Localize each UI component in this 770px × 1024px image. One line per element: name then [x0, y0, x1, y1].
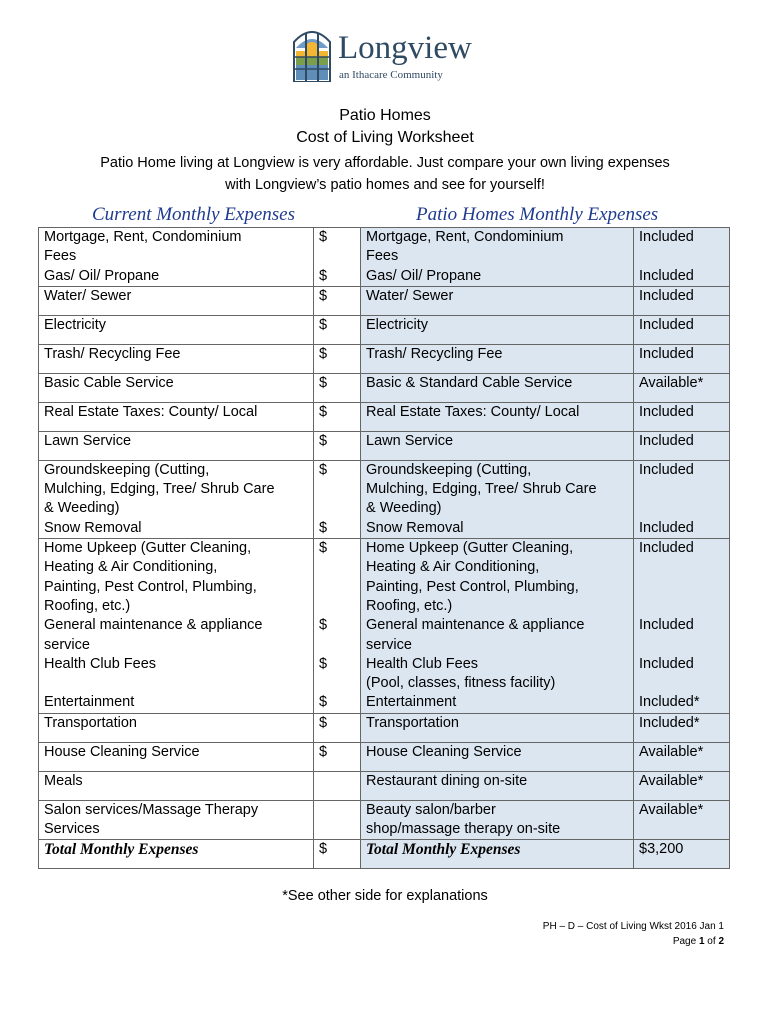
- current-expense-cell: [39, 228, 314, 287]
- expense-table: [38, 227, 730, 869]
- table-row: [39, 431, 730, 460]
- cell-line: Basic & Standard Cable Service: [366, 374, 573, 391]
- current-amount-cell[interactable]: [314, 713, 361, 742]
- window-logo-icon: [292, 24, 332, 82]
- patio-expense-cell: [361, 315, 634, 344]
- current-expense-cell: [39, 373, 314, 402]
- cell-line: Entertainment: [366, 694, 457, 711]
- cell-line: House Cleaning Service: [366, 743, 522, 760]
- cell-line: $: [319, 374, 328, 391]
- patio-status-cell: [634, 800, 730, 840]
- patio-status-cell: [634, 402, 730, 431]
- cell-line: $: [319, 519, 328, 536]
- patio-expense-cell: [361, 460, 634, 538]
- cell-line: service: [44, 636, 90, 653]
- cell-line: [319, 597, 355, 616]
- cell-line: Included: [639, 229, 694, 245]
- current-expense-cell: [39, 286, 314, 315]
- current-expense-cell: [39, 315, 314, 344]
- intro-line-1: Patio Home living at Longview is very affordable. Just compare your own living expenses: [100, 155, 670, 171]
- cell-line: Mulching, Edging, Tree/ Shrub Care: [44, 481, 275, 498]
- cell-line: General maintenance & appliance: [366, 617, 585, 634]
- cell-line: Mortgage, Rent, Condominium: [366, 229, 564, 245]
- cell-line: [639, 636, 724, 655]
- cell-line: Painting, Pest Control, Plumbing,: [366, 578, 579, 595]
- current-expense-cell: [39, 742, 314, 771]
- cell-line: $: [319, 461, 328, 478]
- cell-line: Heating & Air Conditioning,: [44, 559, 218, 576]
- cell-line: $: [319, 287, 328, 304]
- cell-line: Heating & Air Conditioning,: [366, 559, 540, 576]
- patio-expense-cell: [361, 228, 634, 287]
- table-row: [39, 800, 730, 840]
- cell-line: $: [319, 345, 328, 362]
- longview-logo: [292, 24, 482, 86]
- cell-line: [639, 480, 724, 499]
- patio-status-cell: [634, 344, 730, 373]
- page-current: 1: [698, 936, 705, 947]
- patio-expense-cell: [361, 344, 634, 373]
- cell-line: [319, 558, 355, 577]
- cell-line: $: [319, 403, 328, 420]
- table-row: [39, 344, 730, 373]
- current-amount-cell[interactable]: [314, 771, 361, 800]
- cell-line: shop/massage therapy on-site: [366, 821, 561, 838]
- table-row: [39, 402, 730, 431]
- expense-table-body: [39, 228, 730, 869]
- patio-status-cell: [634, 315, 730, 344]
- page-of: of: [704, 936, 719, 947]
- cell-line: [319, 772, 355, 791]
- cell-line: [639, 597, 724, 616]
- cell-line: Home Upkeep (Gutter Cleaning,: [44, 540, 252, 557]
- cell-line: Meals: [44, 772, 83, 789]
- cell-line: Painting, Pest Control, Plumbing,: [44, 578, 257, 595]
- cell-line: Included: [639, 345, 694, 362]
- table-row: [39, 713, 730, 742]
- cell-line: $: [319, 714, 328, 731]
- cell-line: Water/ Sewer: [366, 287, 454, 304]
- current-amount-cell[interactable]: [314, 402, 361, 431]
- current-amount-cell[interactable]: [314, 800, 361, 840]
- cell-line: & Weeding): [366, 500, 442, 517]
- table-row: [39, 286, 730, 315]
- cell-line: Beauty salon/barber: [366, 801, 496, 818]
- patio-status-cell: [634, 286, 730, 315]
- cell-line: Included: [639, 655, 694, 672]
- total-row: [39, 840, 730, 869]
- cell-line: & Weeding): [44, 500, 120, 517]
- patio-expense-cell: [361, 771, 634, 800]
- cell-line: Fees: [44, 248, 77, 265]
- patio-status-cell: [634, 742, 730, 771]
- cell-line: (Pool, classes, fitness facility): [366, 675, 556, 692]
- title-line-1: Patio Homes: [339, 107, 431, 124]
- cell-line: Water/ Sewer: [44, 287, 132, 304]
- cell-line: [639, 499, 724, 518]
- cell-line: $: [319, 694, 328, 711]
- patio-expense-cell: [361, 373, 634, 402]
- document-code: PH – D – Cost of Living Wkst 2016 Jan 1: [542, 921, 724, 932]
- patio-expense-cell: [361, 800, 634, 840]
- cell-line: [319, 636, 355, 655]
- current-expense-cell: [39, 771, 314, 800]
- cell-line: Trash/ Recycling Fee: [366, 345, 503, 362]
- cell-line: [319, 674, 355, 693]
- cell-line: Included*: [639, 694, 700, 711]
- cell-line: Lawn Service: [366, 432, 454, 449]
- cell-line: $: [319, 229, 328, 245]
- cell-line: [44, 674, 308, 693]
- cell-line: Available*: [639, 374, 704, 391]
- cell-line: Snow Removal: [44, 519, 142, 536]
- cell-line: [319, 480, 355, 499]
- cell-line: Real Estate Taxes: County/ Local: [44, 403, 258, 420]
- cell-line: Electricity: [44, 316, 107, 333]
- total-patio-expense-cell: Total Monthly Expenses: [361, 840, 634, 869]
- cell-line: $: [319, 267, 328, 284]
- cell-line: Included: [639, 316, 694, 333]
- cell-line: Mulching, Edging, Tree/ Shrub Care: [366, 481, 597, 498]
- patio-status-cell: [634, 460, 730, 538]
- logo-subtitle: an Ithacare Community: [339, 69, 443, 81]
- current-amount-cell[interactable]: [314, 286, 361, 315]
- cell-line: Available*: [639, 743, 704, 760]
- table-row: [39, 771, 730, 800]
- total-current-expense-cell: Total Monthly Expenses: [39, 840, 314, 869]
- cell-line: Gas/ Oil/ Propane: [366, 267, 482, 284]
- table-row: [39, 460, 730, 538]
- cell-line: [639, 674, 724, 693]
- page-total: 2: [718, 936, 724, 947]
- cell-line: [639, 247, 724, 266]
- current-amount-cell[interactable]: [314, 460, 361, 538]
- cell-line: Included: [639, 461, 694, 478]
- cell-line: [319, 578, 355, 597]
- cell-line: Transportation: [44, 714, 137, 731]
- intro-text: [40, 152, 730, 196]
- cell-line: Snow Removal: [366, 519, 464, 536]
- cell-line: [319, 801, 355, 820]
- current-amount-cell[interactable]: [314, 344, 361, 373]
- current-amount-cell[interactable]: [314, 373, 361, 402]
- table-row: [39, 315, 730, 344]
- patio-status-cell: [634, 713, 730, 742]
- title-line-2: Cost of Living Worksheet: [296, 129, 474, 146]
- current-amount-cell[interactable]: [314, 431, 361, 460]
- cell-line: Included: [639, 432, 694, 449]
- cell-line: House Cleaning Service: [44, 743, 200, 760]
- patio-status-cell: [634, 771, 730, 800]
- intro-line-2: with Longview’s patio homes and see for yourself!: [225, 177, 545, 193]
- cell-line: $: [319, 540, 328, 557]
- cell-line: $: [319, 432, 328, 449]
- patio-status-cell: [634, 431, 730, 460]
- cell-line: Groundskeeping (Cutting,: [44, 461, 210, 478]
- current-expense-cell: [39, 800, 314, 840]
- current-expense-cell: [39, 713, 314, 742]
- cell-line: $: [319, 316, 328, 333]
- cell-line: [639, 578, 724, 597]
- cell-line: Available*: [639, 772, 704, 789]
- cell-line: [319, 499, 355, 518]
- cell-line: Transportation: [366, 714, 459, 731]
- cell-line: Available*: [639, 801, 704, 818]
- cell-line: Trash/ Recycling Fee: [44, 345, 181, 362]
- table-row: [39, 539, 730, 714]
- current-expense-cell: [39, 402, 314, 431]
- cell-line: Lawn Service: [44, 432, 132, 449]
- cell-line: Health Club Fees: [366, 655, 479, 672]
- current-expense-cell: [39, 460, 314, 538]
- patio-status-cell: [634, 539, 730, 714]
- patio-expense-cell: [361, 402, 634, 431]
- cell-line: Gas/ Oil/ Propane: [44, 267, 160, 284]
- cell-line: [319, 247, 355, 266]
- cell-line: Included: [639, 267, 694, 284]
- cell-line: Included: [639, 617, 694, 634]
- cell-line: Fees: [366, 248, 399, 265]
- cell-line: Basic Cable Service: [44, 374, 174, 391]
- patio-expense-cell: [361, 286, 634, 315]
- patio-expenses-heading: Patio Homes Monthly Expenses: [416, 204, 659, 225]
- current-expense-cell: [39, 431, 314, 460]
- table-row: [39, 742, 730, 771]
- patio-status-cell: [634, 228, 730, 287]
- current-expense-cell: [39, 344, 314, 373]
- total-patio-status-cell: $3,200: [634, 840, 730, 869]
- cell-line: service: [366, 636, 412, 653]
- patio-expense-cell: [361, 742, 634, 771]
- cell-line: Included: [639, 403, 694, 420]
- cell-line: Health Club Fees: [44, 655, 157, 672]
- cell-line: Real Estate Taxes: County/ Local: [366, 403, 580, 420]
- table-row: [39, 228, 730, 287]
- current-amount-cell[interactable]: [314, 228, 361, 287]
- cell-line: Included: [639, 287, 694, 304]
- cell-line: Included: [639, 540, 694, 557]
- cell-line: Salon services/Massage Therapy: [44, 801, 259, 818]
- current-expenses-heading: Current Monthly Expenses: [92, 204, 295, 225]
- cell-line: Included*: [639, 714, 700, 731]
- patio-status-cell: [634, 373, 730, 402]
- total-current-amount-cell[interactable]: $: [314, 840, 361, 869]
- cell-line: Mortgage, Rent, Condominium: [44, 229, 242, 245]
- patio-expense-cell: [361, 539, 634, 714]
- cell-line: Roofing, etc.): [366, 597, 453, 614]
- page-number: [543, 934, 724, 949]
- current-amount-cell[interactable]: [314, 315, 361, 344]
- cell-line: $: [319, 743, 328, 760]
- cell-line: $: [319, 655, 328, 672]
- current-amount-cell[interactable]: [314, 539, 361, 714]
- cell-line: [639, 558, 724, 577]
- cell-line: Home Upkeep (Gutter Cleaning,: [366, 540, 574, 557]
- footnote: *See other side for explanations: [282, 888, 488, 904]
- page-footer: [543, 919, 724, 949]
- current-amount-cell[interactable]: [314, 742, 361, 771]
- cell-line: Restaurant dining on-site: [366, 772, 528, 789]
- cell-line: Roofing, etc.): [44, 597, 131, 614]
- current-expense-cell: [39, 539, 314, 714]
- patio-expense-cell: [361, 713, 634, 742]
- page-prefix: Page: [672, 936, 699, 947]
- patio-expense-cell: [361, 431, 634, 460]
- cell-line: General maintenance & appliance: [44, 617, 263, 634]
- cell-line: Groundskeeping (Cutting,: [366, 461, 532, 478]
- cell-line: $: [319, 617, 328, 634]
- cell-line: Included: [639, 519, 694, 536]
- cell-line: Entertainment: [44, 694, 135, 711]
- cell-line: Electricity: [366, 316, 429, 333]
- logo-name: Longview: [338, 30, 472, 66]
- table-row: [39, 373, 730, 402]
- cell-line: Services: [44, 821, 100, 838]
